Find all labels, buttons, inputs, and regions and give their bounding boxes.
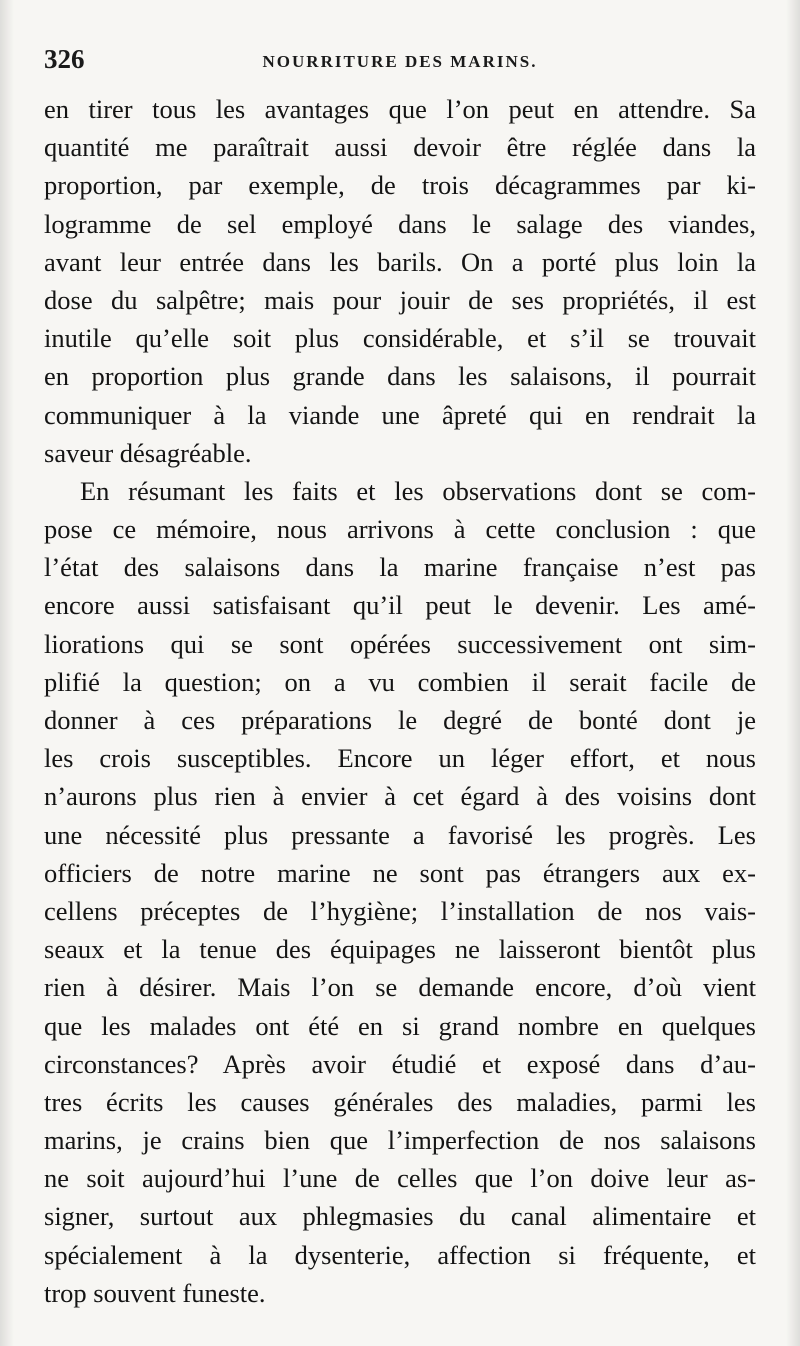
text-line: en tirer tous les avantages que l’on peut en attendre. Sa (44, 94, 756, 124)
text-line: n’aurons plus rien à envier à cet égard à des voisins dont (44, 781, 756, 812)
body-text (44, 90, 756, 1312)
text-line: encore aussi satisfaisant qu’il peut le devenir. Les amé- (44, 590, 756, 621)
running-title: NOURRITURE DES MARINS. (262, 52, 538, 71)
text-line: rien à désirer. Mais l’on se demande encore, d’où vient (44, 972, 756, 1003)
paragraph (44, 90, 756, 472)
text-line: tres écrits les causes générales des maladies, parmi les (44, 1086, 756, 1117)
text-line: une nécessité plus pressante a favorisé les progrès. Les (44, 819, 756, 850)
text-line: avant leur entrée dans les barils. On a porté plus loin la (44, 246, 756, 277)
text-line: quantité me paraîtrait aussi devoir être réglée dans la (44, 132, 756, 163)
text-line: saveur désagréable. (44, 437, 252, 468)
text-line: En résumant les faits et les observations dont se com- (80, 475, 756, 506)
text-line: pose ce mémoire, nous arrivons à cette conclusion : que (44, 514, 756, 545)
text-line: que les malades ont été en si grand nombre en quelques (44, 1010, 756, 1041)
page-edge-shadow-right (786, 0, 800, 1346)
page-number: 326 (44, 44, 85, 74)
text-line: officiers de notre marine ne sont pas étrangers aux ex- (44, 857, 756, 888)
text-line: liorations qui se sont opérées successivement ont sim- (44, 628, 756, 659)
text-line: communiquer à la viande une âpreté qui en rendrait la (44, 399, 756, 430)
text-line: en proportion plus grande dans les salaisons, il pourrait (44, 361, 756, 392)
text-line: dose du salpêtre; mais pour jouir de ses propriétés, il est (44, 284, 756, 315)
text-line: proportion, par exemple, de trois décagrammes par ki- (44, 170, 756, 201)
text-line: inutile qu’elle soit plus considérable, et s’il se trouvait (44, 323, 756, 354)
text-line: signer, surtout aux phlegmasies du canal alimentaire et (44, 1201, 756, 1232)
text-line: donner à ces préparations le degré de bonté dont je (44, 705, 756, 735)
text-line: les crois susceptibles. Encore un léger effort, et nous (44, 743, 756, 774)
text-line: ne soit aujourd’hui l’une de celles que l’on doive leur as- (44, 1163, 756, 1194)
text-line: trop souvent funeste. (44, 1277, 266, 1308)
text-line: marins, je crains bien que l’imperfection de nos salaisons (44, 1125, 756, 1156)
text-line: seaux et la tenue des équipages ne laisseront bientôt plus (44, 934, 756, 965)
running-head (44, 44, 756, 84)
text-line: circonstances? Après avoir étudié et exposé dans d’au- (44, 1048, 756, 1079)
paragraph (44, 472, 756, 1312)
text-line: cellens préceptes de l’hygiène; l’installation de nos vais- (44, 895, 756, 926)
text-line: spécialement à la dysenterie, affection si fréquente, et (44, 1239, 756, 1270)
text-line: plifié la question; on a vu combien il serait facile de (44, 666, 756, 697)
text-line: logramme de sel employé dans le salage des viandes, (44, 208, 756, 239)
text-line: l’état des salaisons dans la marine française n’est pas (44, 552, 756, 583)
page-edge-shadow-left (0, 0, 14, 1346)
